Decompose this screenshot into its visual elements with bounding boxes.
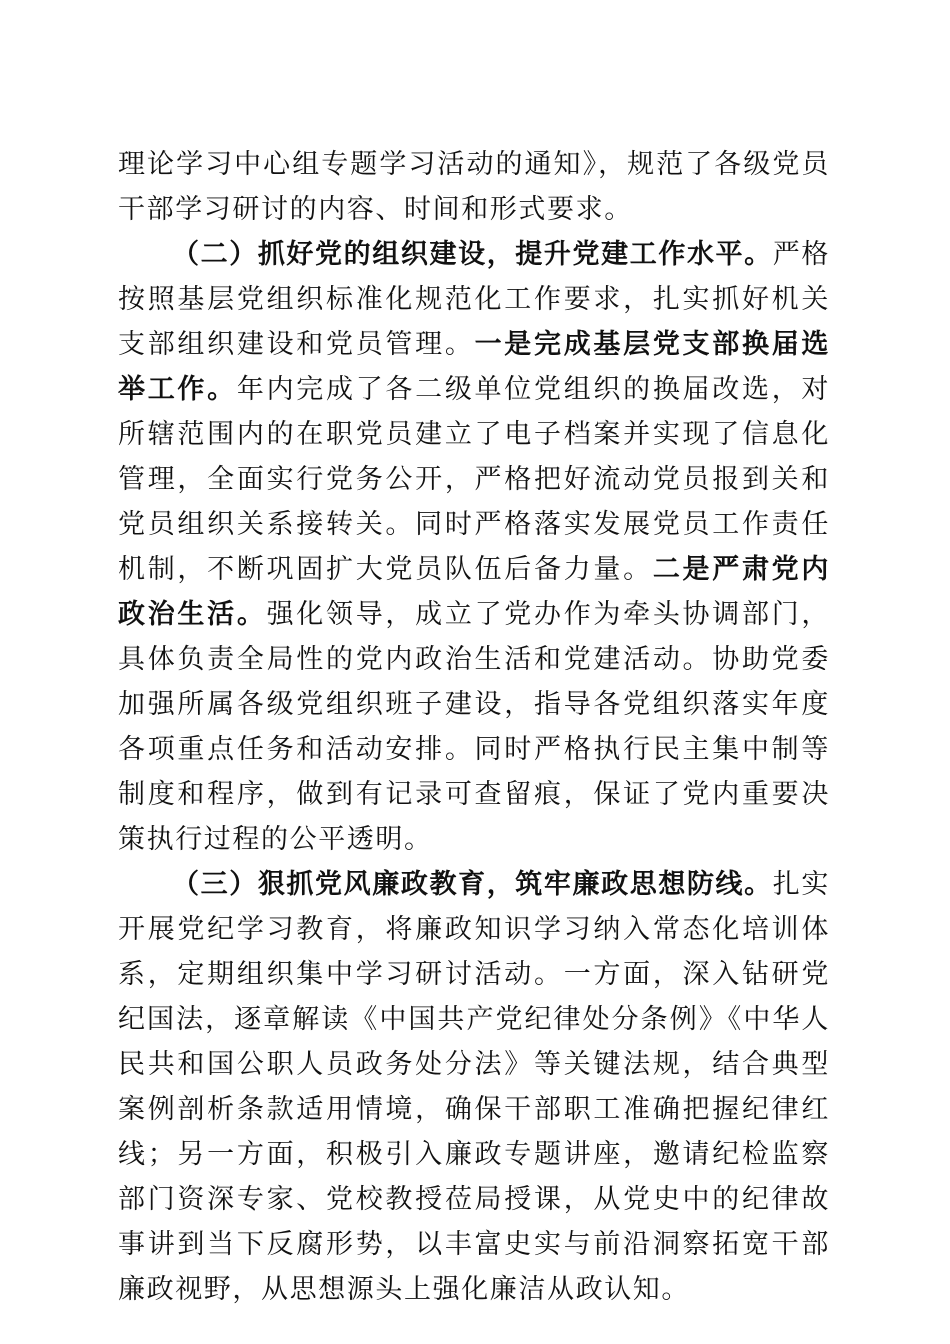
paragraph-organization-building	[118, 232, 830, 862]
paragraph-text: 强化领导，成立了党办作为牵头协调部门，具体负责全局性的党内政治生活和党建活动。协助党委加强所属各级党组织班子建设，指导各党组织落实年度各项重点任务和活动安排。同时严格执行民主集中制等制度和程序，做到有记录可查留痕，保证了党内重要决策执行过程的公平透明。	[118, 599, 831, 855]
paragraph-text: 严格按照基层党组织标准化规范化工作要求，扎实抓好机关支部组织建设和党员管理。	[118, 239, 830, 360]
paragraph-text: 扎实开展党纪学习教育，将廉政知识学习纳入常态化培训体系，定期组织集中学习研讨活动。一方面，深入钻研党纪国法，逐章解读《中国共产党纪律处分条例》《中华人民共和国公职人员政务处分法》等关键法规，结合典型案例剖析条款适用情境，确保干部职工准确把握纪律红线；另一方面，积极引入廉政专题讲座，邀请纪检监察部门资深专家、党校教授莅局授课，从党史中的纪律故事讲到当下反腐形势，以丰富史实与前沿洞察拓宽干部廉政视野，从思想源头上强化廉洁从政认知。	[118, 869, 830, 1305]
section-heading: （三）狠抓党风廉政教育，筑牢廉政思想防线。	[172, 869, 773, 900]
document-body	[118, 142, 830, 1312]
point-heading: 一是完成基层党支部换届选举工作。	[118, 329, 831, 405]
section-heading: （二）抓好党的组织建设，提升党建工作水平。	[172, 239, 773, 270]
point-heading: 二是严肃党内政治生活。	[118, 554, 830, 630]
paragraph-continuation	[118, 142, 830, 232]
paragraph-integrity-education	[118, 862, 830, 1312]
paragraph-text: 年内完成了各二级单位党组织的换届改选，对所辖范围内的在职党员建立了电子档案并实现了信息化管理，全面实行党务公开，严格把好流动党员报到关和党员组织关系接转关。同时严格落实发展党员工作责任机制，不断巩固扩大党员队伍后备力量。	[118, 374, 831, 585]
paragraph-text: 理论学习中心组专题学习活动的通知》，规范了各级党员干部学习研讨的内容、时间和形式要求。	[118, 149, 830, 225]
